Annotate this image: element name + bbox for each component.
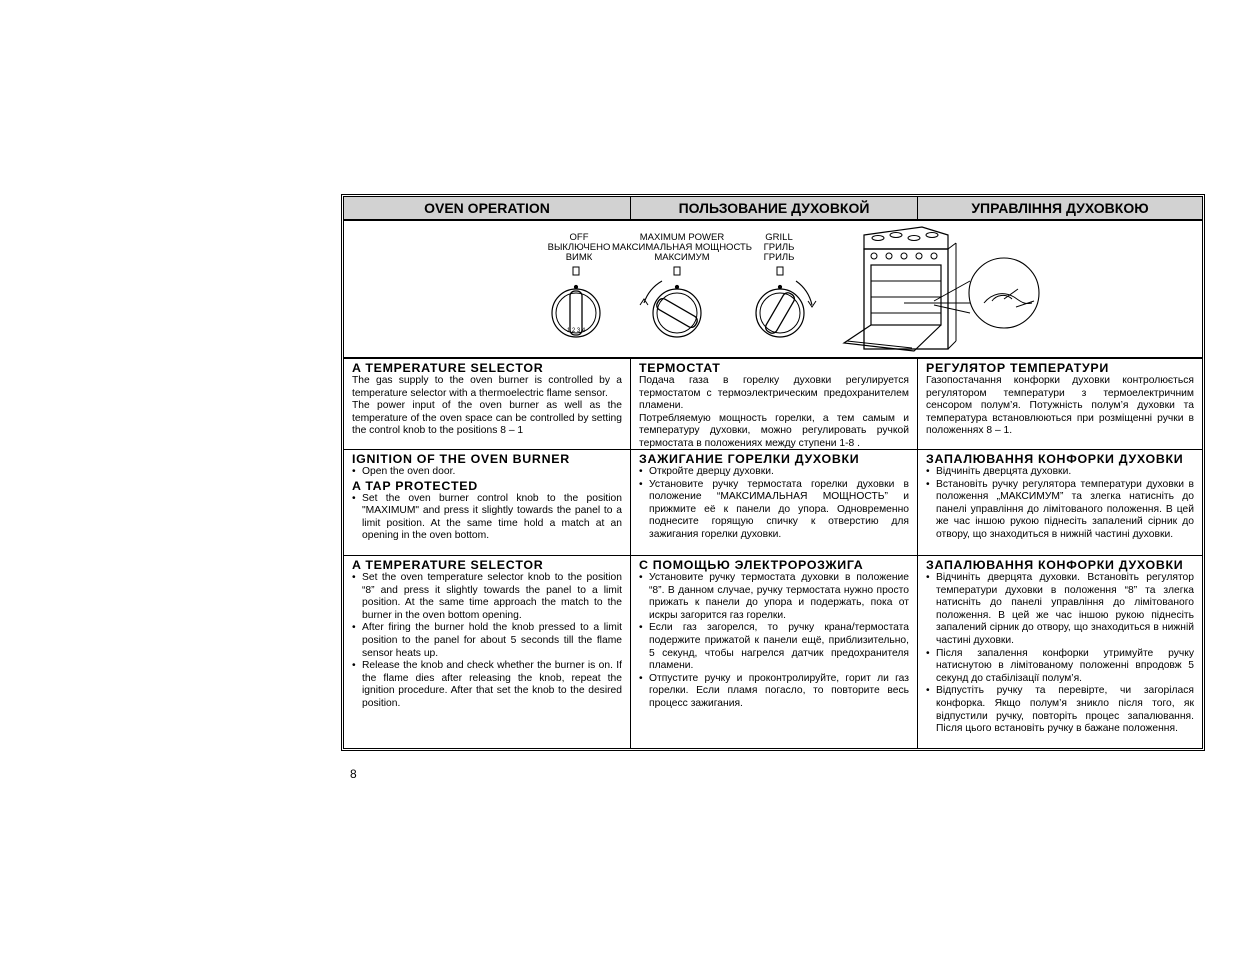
row3-en-title: A TEMPERATURE SELECTOR bbox=[352, 558, 544, 572]
row2-en bbox=[344, 450, 631, 556]
list-item: • Встановіть ручку регулятора температури духовки в положення „МАКСИМУМ” та злегка натисніть до панелі управління до лімітованого положення. В цей же час іншою рукою піднесіть запалений сірник до отвору, що знаходиться в нижній частині духовки. bbox=[926, 479, 1194, 542]
row3-ru-list bbox=[639, 572, 909, 711]
dial-grill-label-1: GRILL bbox=[765, 232, 793, 243]
dial-max-label-3: МАКСИМУМ bbox=[654, 252, 710, 263]
dial-grill-label-2: ГРИЛЬ bbox=[763, 242, 795, 253]
list-item: • Отпустите ручку и проконтролируйте, горит ли газ горелки. Если пламя погасло, то повторите весь процесс зажигания. bbox=[639, 673, 909, 711]
row1-en-title: A TEMPERATURE SELECTOR bbox=[352, 361, 544, 375]
list-item: • Set the oven burner control knob to the position "MAXIMUM" and press it slightly towards the panel to a limit position. At the same time hold a match at an opening in the oven bottom. bbox=[352, 493, 622, 543]
dial-off-label-1: OFF bbox=[569, 232, 589, 243]
svg-text:1 2 3 4: 1 2 3 4 bbox=[566, 328, 586, 334]
row1-uk bbox=[918, 359, 1202, 450]
oven-icon bbox=[844, 227, 970, 351]
header-en: OVEN OPERATION bbox=[344, 197, 631, 221]
row1-en bbox=[344, 359, 631, 450]
list-item: • Відчиніть дверцята духовки. bbox=[926, 466, 1194, 479]
row2-uk-list bbox=[926, 466, 1194, 542]
row2-ru-list bbox=[639, 466, 909, 542]
row3-ru bbox=[631, 556, 918, 749]
list-item: • Після запалення конфорки утримуйте ручку натиснутою в лімітованому положенні впродовж 5 секунд до стабілізації полум’я. bbox=[926, 648, 1194, 686]
list-item: • Если газ загорелся, то ручку крана/термостата подержите прижатой к панели ещё, приблизительно, 5 секунд, чтобы нагрелся датчик предохранителя пламени. bbox=[639, 622, 909, 672]
row3-uk-title: ЗАПАЛЮВАННЯ КОНФОРКИ ДУХОВКИ bbox=[926, 558, 1184, 572]
row2-en-list-2 bbox=[352, 493, 622, 543]
row1-uk-p1: Газопостачання конфорки духовки контролюється регулятором температури з термоелектричним сенсором полум’я. Потужність полум’я духовки та температура встановлюються при розміщенні ручки в положеннях 8 – 1. bbox=[926, 375, 1194, 437]
list-item: • Відпустіть ручку та перевірте, чи загорілася конфорка. Якщо полум’я зникло після того, як відпустили ручку, повторіть процес запалювання. Після цього встановіть ручку в бажане положення. bbox=[926, 685, 1194, 735]
dial-max-label-2: МАКСИМАЛЬНАЯ МОЩНОСТЬ bbox=[612, 242, 753, 253]
row1-ru-p2: Потребляемую мощность горелки, а тем самым и температуру духовки, можно регулировать ручкой термостата в положениях между ступени 1-8 . bbox=[639, 412, 909, 449]
row2-en-list bbox=[352, 466, 622, 479]
row1-en-p1: The gas supply to the oven burner is controlled by a temperature selector with a thermoelectric flame sensor. bbox=[352, 375, 622, 399]
knob-off-icon bbox=[552, 267, 600, 337]
row3-ru-title: С ПОМОЩЬЮ ЭЛЕКТРОРОЗЖИГА bbox=[639, 558, 864, 572]
row2-en-title: IGNITION OF THE OVEN BURNER bbox=[352, 452, 570, 466]
row2-en-subtitle: A TAP PROTECTED bbox=[352, 478, 478, 493]
row2-ru-title: ЗАЖИГАНИЕ ГОРЕЛКИ ДУХОВКИ bbox=[639, 452, 860, 466]
dial-off-label-3: ВИМК bbox=[565, 252, 593, 263]
oven-illustration bbox=[344, 221, 1202, 357]
row2-uk bbox=[918, 450, 1202, 556]
row2-ru bbox=[631, 450, 918, 556]
row2-uk-title: ЗАПАЛЮВАННЯ КОНФОРКИ ДУХОВКИ bbox=[926, 452, 1184, 466]
list-item: • Откройте дверцу духовки. bbox=[639, 466, 909, 479]
list-item: • Set the oven temperature selector knob to the position “8” and press it slightly towards the panel to a limit position. At the same time approach the match to the burner in the oven bottom opening. bbox=[352, 572, 622, 622]
dial-grill-label-3: ГРИЛЬ bbox=[763, 252, 795, 263]
list-item: • Open the oven door. bbox=[352, 466, 622, 479]
row1-ru bbox=[631, 359, 918, 450]
row3-en bbox=[344, 556, 631, 749]
row1-en-p2: The power input of the oven burner as well as the temperature of the oven space can be controlled by setting the control knob to the positions 8 – 1 bbox=[352, 400, 622, 437]
list-item: • After firing the burner hold the knob pressed to a limit position to the panel for about 5 seconds till the flame sensor heats up. bbox=[352, 622, 622, 660]
row3-uk-list bbox=[926, 572, 1194, 736]
knob-max-icon bbox=[640, 267, 701, 337]
row3-uk bbox=[918, 556, 1202, 749]
row1-uk-title: РЕГУЛЯТОР ТЕМПЕРАТУРИ bbox=[926, 361, 1109, 375]
list-item: • Установите ручку термостата горелки духовки в положение “МАКСИМАЛЬНАЯ МОЩНОСТЬ” и прижмите её к панели до упора. Одновременно поднесите горящую спичку к отверстию для зажигания горелки духовки. bbox=[639, 479, 909, 542]
match-lighting-icon bbox=[934, 258, 1039, 328]
dial-max-label-1: MAXIMUM POWER bbox=[639, 232, 725, 243]
list-item: • Відчиніть дверцята духовки. Встановіть регулятор температури духовки в положення “8” та злегка натисніть до панелі управління до лімітованого положення. В цей же час іншою рукою піднесіть запалений сірник до отвору, що знаходиться в нижній частині духовки. bbox=[926, 572, 1194, 648]
knob-grill-icon bbox=[756, 267, 816, 337]
header-ru: ПОЛЬЗОВАНИЕ ДУХОВКОЙ bbox=[631, 197, 918, 221]
oven-operation-table bbox=[341, 194, 1205, 751]
dial-off-label-2: ВЫКЛЮЧЕНО bbox=[547, 242, 611, 253]
row3-en-list bbox=[352, 572, 622, 711]
row1-ru-p1: Подача газа в горелку духовки регулируется термостатом с термоэлектрическим предохранителем пламени. bbox=[639, 375, 909, 412]
oven-figure bbox=[344, 221, 1202, 359]
header-uk: УПРАВЛІННЯ ДУХОВКОЮ bbox=[918, 197, 1202, 221]
page-number: 8 bbox=[350, 767, 357, 781]
list-item: • Release the knob and check whether the burner is on. If the flame dies after releasing the knob, repeat the ignition procedure. After that set the knob to the desired position. bbox=[352, 660, 622, 710]
list-item: • Установите ручку термостата духовки в положение “8”. В данном случае, ручку термостата нужно просто прижать к панели до упора и подержать, пока от искры загорится газ горелки. bbox=[639, 572, 909, 622]
row1-ru-title: ТЕРМОСТАТ bbox=[639, 361, 721, 375]
